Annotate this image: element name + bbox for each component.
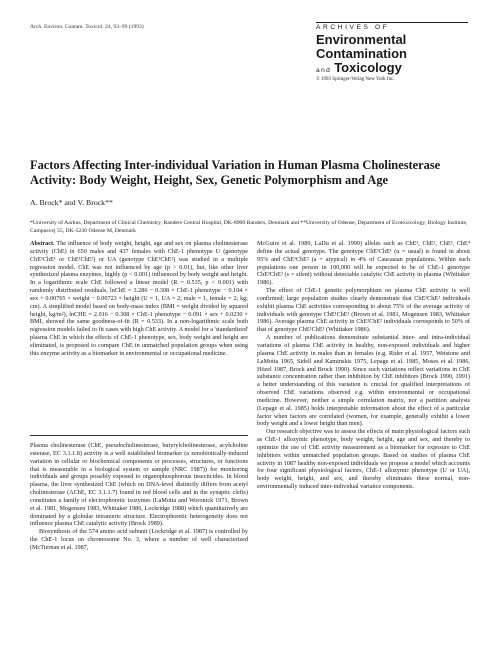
body-paragraph: The effect of ChE-1 genetic polymorphism on plasma ChE activity is well confirmed; large population studies clearly demonstrate that ChE¹ChE² individuals exhibit plasma ChE activities corresponding to about 75% of the average activity of individuals with genotype ChE¹ChE¹ (Brown et al. 1981, Mogensen 1983, Whittaker 1986). Average plasma ChE activity in ChE²ChE² individuals corresponds to 50% of that of genotype ChE¹ChE¹ (Whittaker 1986). (257, 287, 470, 334)
copyright-notice: © 1993 Springer-Verlag New York Inc. (316, 77, 395, 83)
body-right-column (257, 240, 470, 646)
abstract-text: The influence of body weight, height, age and sex on plasma cholinesterase activity (ChE) in 650 males and 437 females with ChE-1 phenotype U (genotype ChE¹ChE¹ or ChE¹ChE²) or UA (genotype ChE¹ChE²) was studied in a multiple regression model. ChE was not influenced by age (p > 0.01), but, like other liver synthesized plasma enzymes, highly (p < 0.001) influenced by body weight and height. In a logarithmic scale ChE followed a linear model (R = 0.535, p < 0.001) with randomly distributed residuals, lnChE = 3.286 − 0.308 × ChE-1 phenotype − 0.104 × sex + 0.00765 × weight − 0.00723 × height (U = 1, UA = 2; male = 1, female = 2; kg; cm). A simplified model based on body-mass index (BMI = weight divided by squared height, kg/m²), lnCHE = 2.016 − 0.308 × ChE-1 phenotype − 0.091 × sex + 0.0230 × BMI, showed the same goodness-of-fit (R = 0.533). In a non-logarithmic scale both regression models failed to fit cases with high ChE activity. A model for a 'standardized' plasma ChE in which the effects of ChE-1 phenotype, sex, body weight and height are eliminated, is proposed to compare ChE in unmatched population groups when using this enzyme activity as a biomarker in environmental or occupational medicine. (30, 240, 248, 357)
article-authors: A. Brock* and V. Brock** (30, 198, 113, 207)
body-paragraph: Plasma cholinesterase (ChE, pseudocholinesterase, butyrylcholinesterase, acylcholine esterase, EC 3.1.1.8) activity is a well established biomarker (a xenobiotically-induced variation in cellular or biochemical components or processes, structures, or functions that is measurable in a biological system or sample (NRC 1987)) for monitoring individuals and groups possibly exposed to organophosphorous insecticides. In blood plasma, the liver synthesized ChE (which on DNA-level distinctly differs from acetyl cholinesterase (AChE, EC 3.1.1.7) found in red blood cells and in the synaptic clefts) constitutes a family of electrophoretic isozymes (LaMotta and Woronick 1971, Brown et al. 1981, Mogensen 1983, Whittaker 1986, Lockridge 1988) which quantitatively are dominated by a globular tetrameric structure. Electrophoretic heterogeneity does not influence plasma ChE catalytic activity (Brock 1989). (30, 442, 248, 528)
journal-citation: Arch. Environ. Contam. Toxicol. 24, 93–99 (1993) (30, 24, 144, 30)
body-paragraph: A number of publications demonstrate substantial inter- and intra-individual variations of plasma ChE activity in healthy, non-exposed individuals and higher plasma ChE activity in males than in females (e.g. Rider et al. 1957, Wetstone and LaMotta 1965, Sidell and Kaminskis 1975, Lepage et al. 1985, Moses et al. 1986, Hözel 1987, Brock and Brock 1990). Since such variations reflect variations in ChE substance concentration rather than inhibition by ChE inhibitors (Brock 1990, 1991) a better understanding of this variation is crucial for qualified interpretations of observed ChE variations observed e.g. within environmental or occupational medicine. However, neither a simple correlation matrix, nor a partition analysis (Lepage et al. 1985) holds interpretable information about the effect of a particular factor when factors are correlated (women, for example, generally exhibit a lower body weight and a lower height than men). (257, 334, 470, 428)
logo-line-archives: ARCHIVES OF (316, 24, 390, 31)
logo-line-environmental: Environmental (316, 31, 407, 47)
abstract-divider (30, 435, 248, 436)
body-paragraph: Biosynthesis of the 574 amino acid subunit (Lockridge et al. 1987) is controlled by the ChE-1 locus on chromosome No. 3, where a number of well characterized (McTiernan et al. 1987, (30, 528, 248, 551)
logo-toxicology: Toxicology (334, 59, 402, 75)
body-left-column (30, 442, 248, 646)
logo-line-toxicology (316, 61, 468, 75)
logo-rule (316, 22, 468, 23)
journal-logo (316, 22, 468, 82)
logo-line-contamination: Contamination (316, 45, 407, 61)
body-paragraph: Our research objective was to assess the effects of main physiological factors such as ChE-1 allozymic phenotype, body weight, height, age and sex, and thereby to optimize the use of ChE activity measurement as a biomarker for exposure to ChE inhibitors within unmatched population groups. Based on studies of plasma ChE activity in 1087 healthy non-exposed individuals we propose a model which accounts for four significant physiological factors, ChE-1 allozymic phenotype (U or UA), body weight, height, and sex, and thereby eliminates these normal, non-environmentally induced inter-individual variance components. (257, 428, 470, 491)
logo-and: and (316, 66, 332, 74)
body-paragraph: McGuire et al. 1989, LaDu et al. 1990) alleles such as ChE¹, ChE², ChE³, ChE⁴ define the actual genotype. The genotype ChE¹ChE¹ (u = usual) is found in about 95% and ChE¹ChE² (a = atypical) in 4% of Caucasian populations. Within such populations one person in 100,000 will be expected to be of ChE-1 genotype ChE³ChE³ (s = silent) without detectable catalytic ChE activity in plasma (Whittaker 1986). (257, 240, 470, 287)
abstract-label: Abstract. (30, 240, 55, 247)
abstract (30, 240, 248, 430)
article-title: Factors Affecting Inter-individual Variation in Human Plasma Cholinesterase Activity: Body Weight, Height, Sex, Genetic Polymorphism and Age (30, 158, 441, 187)
author-affiliations: *University of Aarhus, Department of Clinical Chemistry, Randers Central Hospital, DK-8900 Randers, Denmark and **University of Odense, Department of Ecotoxicology, Biology Institute, Campusvej 55, DK-5230 Odense M, Denmark (30, 220, 468, 234)
